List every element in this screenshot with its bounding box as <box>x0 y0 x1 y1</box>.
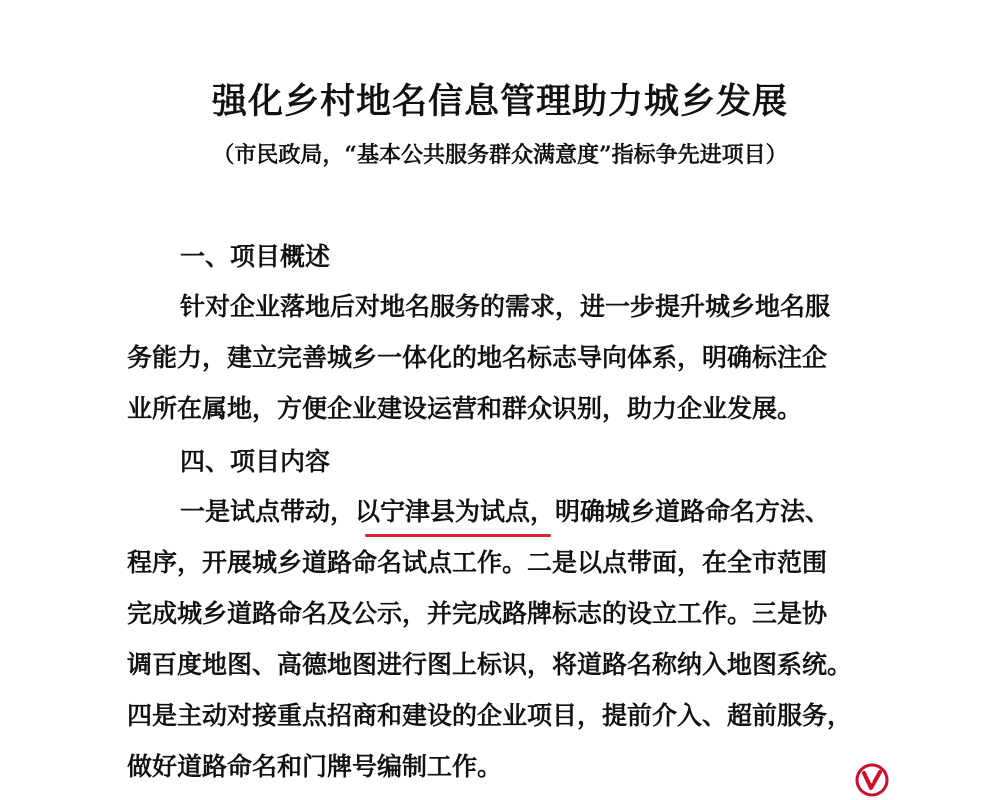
paragraph-line: 四是主动对接重点招商和建设的企业项目，提前介入、超前服务， <box>127 701 853 730</box>
paragraph-line: 针对企业落地后对地名服务的需求，进一步提升城乡地名服 <box>180 292 831 321</box>
paragraph-line: 业所在属地，方便企业建设运营和群众识别，助力企业发展。 <box>127 394 803 423</box>
paragraph-line: 程序，开展城乡道路命名试点工作。二是以点带面，在全市范围 <box>127 548 828 577</box>
watermark-logo-icon <box>855 763 889 797</box>
document-subtitle: （市民政局，“基本公共服务群众满意度”指标争先进项目） <box>212 142 788 168</box>
pilot-trailing-text: 明确城乡道路命名方法、 <box>555 497 831 526</box>
highlighted-pilot-county: 以宁津县为试点， <box>355 492 555 528</box>
paragraph-line: 调百度地图、高德地图进行图上标识，将道路名称纳入地图系统。 <box>127 650 853 679</box>
paragraph-line: 务能力，建立完善城乡一体化的地名标志导向体系，明确标注企 <box>127 343 828 372</box>
paragraph-line-with-highlight <box>180 492 830 528</box>
pilot-lead-text: 一是试点带动， <box>180 497 356 526</box>
document-title: 强化乡村地名信息管理助力城乡发展 <box>211 81 788 122</box>
section-heading-overview: 一、项目概述 <box>180 242 331 271</box>
section-heading-content: 四、项目内容 <box>180 447 331 476</box>
paragraph-line: 完成城乡道路命名及公示，并完成路牌标志的设立工作。三是协 <box>127 599 828 628</box>
paragraph-line: 做好道路命名和门牌号编制工作。 <box>127 752 503 781</box>
